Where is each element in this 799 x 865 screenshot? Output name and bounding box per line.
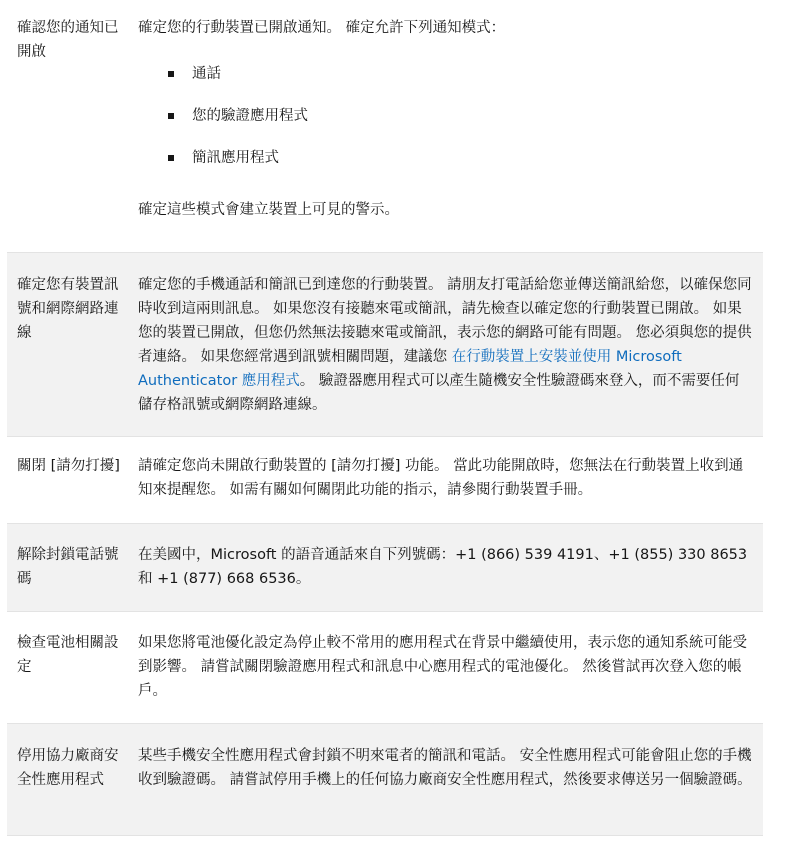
row-text-before: 確定您的手機通話和簡訊已到達您的行動裝置。 請朋友打電話給您並傳送簡訊給您，以確保您同時收到這兩則訊息。 如果您沒有接聽來電或簡訊，請先檢查以確定您的行動裝置已開啟。 如果您的裝置已開啟，但您仍然無法接聽來電或簡訊，表示您的網路可能有問題。 您必須與您的提供者連絡。 如果您經常遇到訊號相關問題，建議您 — [138, 277, 752, 365]
table-row — [7, 524, 763, 612]
row-description — [127, 253, 763, 436]
troubleshooting-table — [7, 0, 763, 836]
list-item-label: 簡訊應用程式 — [192, 150, 279, 166]
notification-mode-list — [138, 62, 753, 188]
row-term: 解除封鎖電話號碼 — [17, 547, 119, 587]
authenticator-install-link[interactable]: 在行動裝置上安裝並使用 Microsoft Authenticator 應用程式 — [138, 349, 682, 389]
square-bullet-icon — [168, 113, 174, 119]
row-term: 檢查電池相關設定 — [17, 635, 119, 675]
list-item — [138, 62, 753, 104]
row-intro: 確定您的行動裝置已開啟通知。 確定允許下列通知模式： — [138, 20, 506, 36]
row-text: 如果您將電池優化設定為停止較不常用的應用程式在背景中繼續使用，表示您的通知系統可能受到影響。 請嘗試關閉驗證應用程式和訊息中心應用程式的電池優化。 然後嘗試再次登入您的帳戶。 — [138, 635, 747, 699]
row-term: 確定您有裝置訊號和網際網路連線 — [17, 277, 119, 341]
row-term: 確認您的通知已開啟 — [17, 20, 119, 60]
list-item — [138, 146, 753, 188]
square-bullet-icon — [168, 155, 174, 161]
row-description — [127, 0, 763, 252]
row-text: 請確定您尚未開啟行動裝置的 [請勿打擾] 功能。 當此功能開啟時，您無法在行動裝置上收到通知來提醒您。 如需有關如何關閉此功能的指示，請參閱行動裝置手冊。 — [138, 458, 744, 498]
list-item — [138, 104, 753, 146]
row-term: 停用協力廠商安全性應用程式 — [17, 748, 119, 788]
table-row — [7, 437, 763, 524]
row-text: 在美國中，Microsoft 的語音通話來自下列號碼：+1 (866) 539 4191、+1 (855) 330 8653 和 +1 (877) 668 6536。 — [138, 547, 748, 587]
row-text — [138, 273, 753, 417]
row-text-after: 。 驗證器應用程式可以產生隨機安全性驗證碼來登入，而不需要任何儲存格訊號或網際網路連線。 — [138, 373, 740, 413]
list-item-label: 通話 — [192, 66, 221, 82]
table-row — [7, 612, 763, 724]
table-row — [7, 253, 763, 437]
row-description — [127, 724, 763, 835]
row-description — [127, 524, 763, 611]
table-row — [7, 724, 763, 836]
row-term: 關閉 [請勿打擾] — [17, 458, 120, 474]
row-text: 某些手機安全性應用程式會封鎖不明來電者的簡訊和電話。 安全性應用程式可能會阻止您的手機收到驗證碼。 請嘗試停用手機上的任何協力廠商安全性應用程式，然後要求傳送另一個驗證碼。 — [138, 748, 752, 788]
row-description — [127, 612, 763, 723]
list-item-label: 您的驗證應用程式 — [192, 108, 308, 124]
row-outro: 確定這些模式會建立裝置上可見的警示。 — [138, 202, 399, 218]
table-row — [7, 0, 763, 253]
square-bullet-icon — [168, 71, 174, 77]
row-description — [127, 437, 763, 523]
